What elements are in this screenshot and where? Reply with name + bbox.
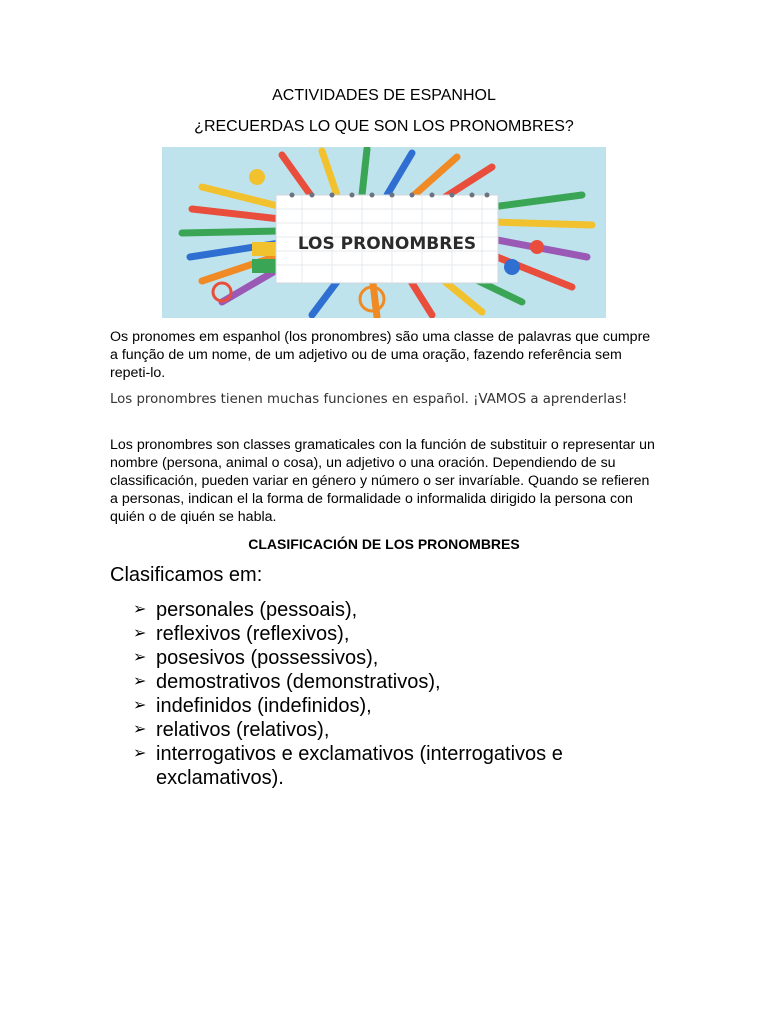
paragraph-definition: Los pronombres son classes gramaticales con la función de substituir o representar un nombre (persona, animal o cosa), un adjetivo o una oración. Dependiendo de su classificación, pueden variar en género y número o ser invaríable. Quando se refieren a personas, indican el la forma de formalidade o informalida dirigido la persona con quién o de qiuén se habla.	[110, 437, 655, 525]
document-question: ¿RECUERDAS LO QUE SON LOS PRONOMBRES?	[194, 118, 574, 135]
list-item	[133, 646, 633, 670]
list-item	[133, 742, 633, 790]
arrow-bullet-icon: ➢	[133, 601, 147, 618]
arrow-bullet-icon: ➢	[133, 721, 147, 738]
list-item	[133, 670, 633, 694]
pronombres-banner-image	[162, 147, 606, 318]
list-item-label: indefinidos (indefinidos),	[156, 695, 372, 717]
list-item-label: relativos (relativos),	[156, 719, 330, 741]
arrow-bullet-icon: ➢	[133, 649, 147, 666]
pronoun-type-list	[133, 598, 633, 790]
list-item-label: reflexivos (reflexivos),	[156, 623, 350, 645]
arrow-bullet-icon: ➢	[133, 745, 147, 762]
document-title: ACTIVIDADES DE ESPANHOL	[272, 87, 496, 104]
paragraph-functions: Los pronombres tienen muchas funciones en español. ¡VAMOS a aprenderlas!	[110, 392, 628, 407]
list-item-label: demostrativos (demonstrativos),	[156, 671, 441, 693]
arrow-bullet-icon: ➢	[133, 673, 147, 690]
list-item-label: posesivos (possessivos),	[156, 647, 379, 669]
classification-heading: CLASIFICACIÓN DE LOS PRONOMBRES	[248, 536, 520, 552]
arrow-bullet-icon: ➢	[133, 697, 147, 714]
classification-intro: Clasificamos em:	[110, 564, 263, 586]
list-item-label: interrogativos e exclamativos (interrogativos e exclamativos).	[156, 743, 563, 789]
list-item	[133, 598, 633, 622]
banner-card-text: LOS PRONOMBRES	[297, 234, 477, 254]
list-item	[133, 718, 633, 742]
list-item	[133, 622, 633, 646]
list-item	[133, 694, 633, 718]
arrow-bullet-icon: ➢	[133, 625, 147, 642]
paragraph-intro: Os pronomes em espanhol (los pronombres) são uma classe de palavras que cumpre a função de um nome, de um adjetivo ou de uma oração, fazendo referência sem repeti-lo.	[110, 329, 651, 381]
list-item-label: personales (pessoais),	[156, 599, 358, 621]
